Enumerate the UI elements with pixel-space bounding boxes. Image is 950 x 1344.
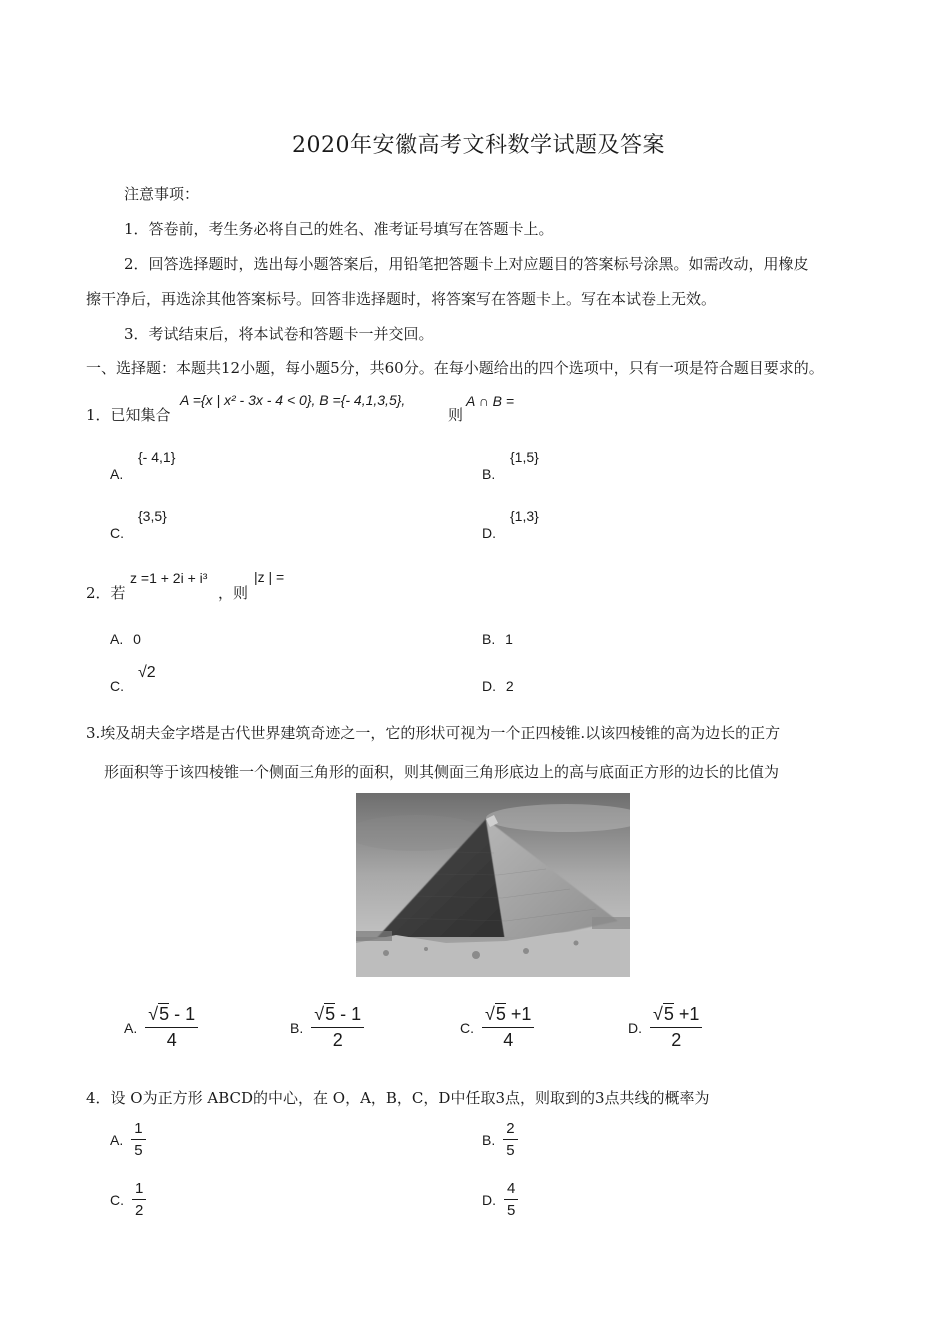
q1-option-a-value: {- 4,1} xyxy=(138,449,176,465)
q4-option-c-letter: C. xyxy=(110,1191,124,1208)
q1-mid: 则 xyxy=(448,406,464,424)
q3-option-c-fraction: $\frac{√5 +1}{4}$ xyxy=(482,1004,534,1051)
q2-prefix: 2．若 xyxy=(86,584,126,602)
q4-stem: 4．设 O为正方形 ABCD的中心，在 O，A，B，C，D中任取3点，则取到的3点共线的概率为 xyxy=(86,1089,710,1107)
q3-option-a-fraction: $\frac{√5 - 1}{4}$ xyxy=(145,1004,198,1051)
notice-item-1: 1．答卷前，考生务必将自己的姓名、准考证号填写在答题卡上。 xyxy=(124,220,554,238)
q3-option-b-den: 2 xyxy=(332,1030,343,1050)
q4-option-c-den: 2 xyxy=(135,1202,144,1219)
section-heading: 一、选择题：本题共12小题，每小题5分，共60分。在每小题给出的四个选项中，只有一项是符合题目要求的。 xyxy=(86,359,824,377)
q1-prefix: 1．已知集合 xyxy=(86,406,171,424)
q2-mid: ，则 xyxy=(218,584,249,602)
q3-option-c-op: +1 xyxy=(505,1004,532,1024)
q3-option-c-radicand: 5 xyxy=(495,1004,506,1024)
q3-option-a-letter: A. xyxy=(124,1019,138,1036)
notice-item-2: 2．回答选择题时，选出每小题答案后，用铅笔把答题卡上对应题目的答案标号涂黑。如需改动，用橡皮 xyxy=(124,255,809,273)
q3-line-2: 形面积等于该四棱锥一个侧面三角形的面积，则其侧面三角形底边上的高与底面正方形的边长的比值为 xyxy=(104,763,780,781)
q3-option-b-fraction: $\frac{√5 - 1}{2}$ xyxy=(311,1004,364,1051)
q4-option-d xyxy=(482,1180,518,1219)
q3-option-d-op: +1 xyxy=(673,1004,700,1024)
q2-option-d-value: 2 xyxy=(505,678,514,694)
q3-option-d-den: 2 xyxy=(671,1030,682,1050)
q2-option-c-letter: C. xyxy=(110,678,124,694)
q3-option-a-den: 4 xyxy=(166,1030,177,1050)
q2-option-d xyxy=(482,678,514,694)
q4-option-d-den: 5 xyxy=(507,1202,516,1219)
q2-option-a-value: 0 xyxy=(133,631,141,647)
q3-option-d-letter: D. xyxy=(628,1019,642,1036)
q4-option-a-letter: A. xyxy=(110,1131,124,1148)
q4-option-b xyxy=(482,1120,518,1159)
q3-option-a-op: - 1 xyxy=(169,1004,196,1024)
q4-option-a-fraction xyxy=(131,1120,145,1159)
q3-option-c-den: 4 xyxy=(503,1030,514,1050)
q1-option-b-letter: B. xyxy=(482,466,496,482)
q3-option-c xyxy=(460,1004,534,1051)
q1-option-b-value: {1,5} xyxy=(510,449,539,465)
q4-option-d-fraction xyxy=(504,1180,518,1219)
q4-option-a-den: 5 xyxy=(134,1142,143,1159)
notice-item-3: 3．考试结束后，将本试卷和答题卡一并交回。 xyxy=(124,325,434,343)
q4-option-b-num: 2 xyxy=(503,1120,517,1140)
q4-option-d-num: 4 xyxy=(504,1180,518,1200)
notice-heading: 注意事项： xyxy=(124,185,200,203)
q4-option-d-letter: D. xyxy=(482,1191,496,1208)
q4-option-c-num: 1 xyxy=(132,1180,146,1200)
q3-option-d-radicand: 5 xyxy=(663,1004,674,1024)
q4-option-a xyxy=(110,1120,146,1159)
q4-option-a-num: 1 xyxy=(131,1120,145,1140)
q1-option-c-value: {3,5} xyxy=(138,508,167,524)
q1-option-c-letter: C. xyxy=(110,525,124,541)
q3-option-d xyxy=(628,1004,702,1051)
notice-item-2-cont: 擦干净后，再选涂其他答案标号。回答非选择题时，将答案写在答题卡上。写在本试卷上无效。 xyxy=(86,290,717,308)
q2-formula: z =1 + 2i + i³ xyxy=(130,570,208,586)
q4-option-b-letter: B. xyxy=(482,1131,496,1148)
page-title: 2020年安徽高考文科数学试题及答案 xyxy=(292,133,665,158)
q2-tail: |z | = xyxy=(254,569,285,585)
q4-option-b-fraction xyxy=(503,1120,517,1159)
pyramid-photo xyxy=(356,793,630,977)
q3-option-a xyxy=(124,1004,198,1051)
q3-option-d-fraction: $\frac{√5 +1}{2}$ xyxy=(650,1004,702,1051)
q3-line-1: 3.埃及胡夫金字塔是古代世界建筑奇迹之一，它的形状可视为一个正四棱锥.以该四棱锥的高为边长的正方 xyxy=(86,724,781,742)
q1-formula: A ={x | x² - 3x - 4 < 0}, B ={- 4,1,3,5}, xyxy=(180,392,406,408)
q3-option-a-radicand: 5 xyxy=(159,1004,170,1024)
q2-option-b-letter: B. xyxy=(482,631,496,647)
q2-option-b xyxy=(482,631,513,647)
q3-option-b-letter: B. xyxy=(290,1019,304,1036)
q1-option-d-letter: D. xyxy=(482,525,496,541)
q4-option-c-fraction xyxy=(132,1180,146,1219)
q2-option-d-letter: D. xyxy=(482,678,496,694)
q3-option-b xyxy=(290,1004,364,1051)
q4-option-c xyxy=(110,1180,146,1219)
q1-option-a-letter: A. xyxy=(110,466,124,482)
q1-option-d-value: {1,3} xyxy=(510,508,539,524)
q1-tail: A ∩ B = xyxy=(466,393,515,409)
q2-option-b-value: 1 xyxy=(505,631,513,647)
q3-option-b-radicand: 5 xyxy=(325,1004,336,1024)
q2-option-a xyxy=(110,631,141,647)
q2-option-a-letter: A. xyxy=(110,631,124,647)
q2-option-c-value: √2 xyxy=(138,664,156,681)
q4-option-b-den: 5 xyxy=(506,1142,515,1159)
q3-option-b-op: - 1 xyxy=(335,1004,362,1024)
q3-option-c-letter: C. xyxy=(460,1019,474,1036)
